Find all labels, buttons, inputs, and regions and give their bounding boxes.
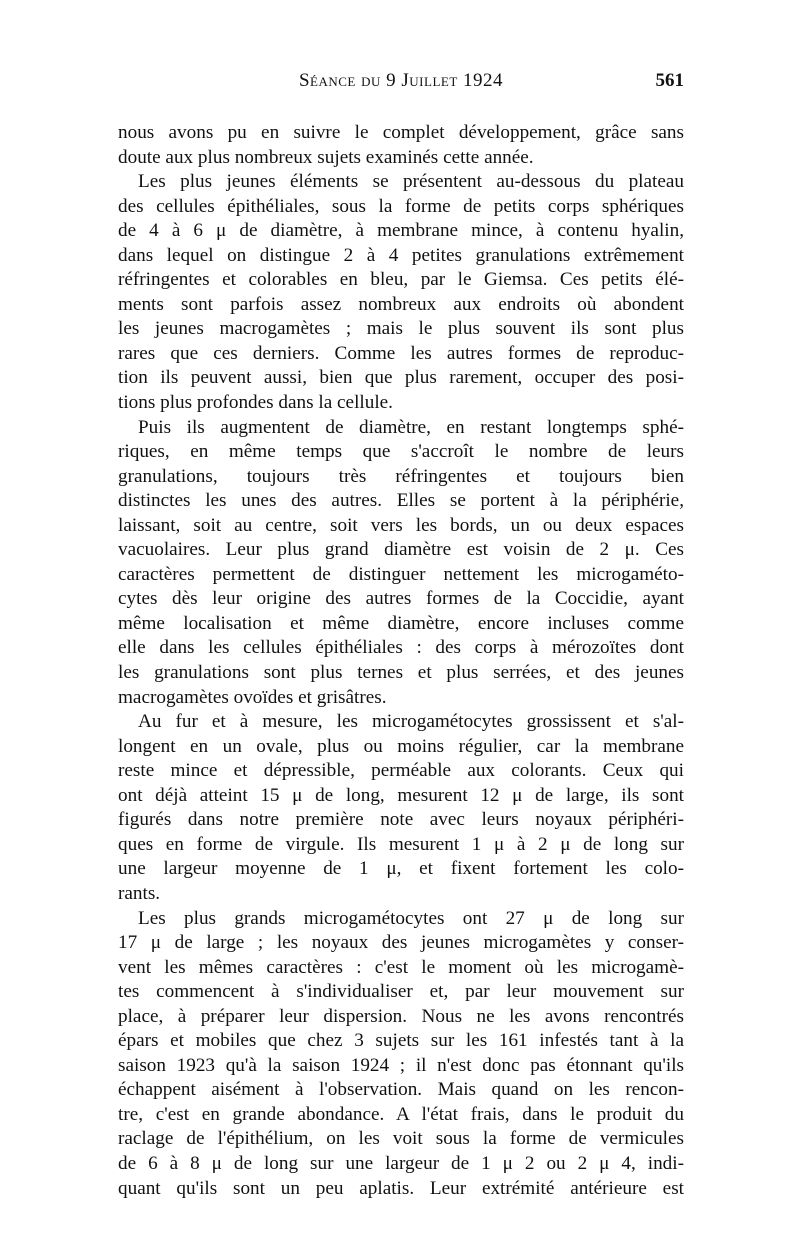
text-line: vent les mêmes caractères : c'est le moment où les microgamè- [118,956,684,978]
text-line: laissant, soit au centre, soit vers les bords, un ou deux espaces [118,514,684,536]
text-line: dans lequel on distingue 2 à 4 petites granulations extrêmement [118,244,684,266]
text-line: Les plus jeunes éléments se présentent au-dessous du plateau [138,171,684,193]
page-number: 561 [655,70,684,91]
text-line: longent en un ovale, plus ou moins régulier, car la membrane [118,735,684,757]
text-line: ments sont parfois assez nombreux aux endroits où abondent [118,293,684,315]
text-line: place, à préparer leur dispersion. Nous ne les avons rencontrés [118,1005,684,1027]
text-line: quant qu'ils sont un peu aplatis. Leur extrémité antérieure est [118,1177,684,1199]
text-line: doute aux plus nombreux sujets examinés cette année. [118,146,534,168]
body-text [118,121,684,1201]
text-line: tion ils peuvent aussi, bien que plus rarement, occuper des posi- [118,367,684,389]
text-line: une largeur moyenne de 1 μ, et fixent fortement les colo- [118,858,684,880]
text-line: Puis ils augmentent de diamètre, en restant longtemps sphé- [138,416,684,438]
text-line: tes commencent à s'individualiser et, par leur mouvement sur [118,981,684,1003]
text-line: distinctes les unes des autres. Elles se portent à la périphérie, [118,490,684,512]
text-line: raclage de l'épithélium, on les voit sous la forme de vermicules [118,1128,684,1150]
text-line: granulations, toujours très réfringentes et toujours bien [118,465,684,487]
text-line: cytes dès leur origine des autres formes de la Coccidie, ayant [118,588,684,610]
text-line: riques, en même temps que s'accroît le nombre de leurs [118,441,684,463]
text-line: de 6 à 8 μ de long sur une largeur de 1 μ 2 ou 2 μ 4, indi- [118,1152,684,1174]
text-line: ques en forme de virgule. Ils mesurent 1 μ à 2 μ de long sur [118,833,684,855]
running-title: Séance du 9 Juillet 1924 [298,70,504,91]
text-line: nous avons pu en suivre le complet développement, grâce sans [118,122,684,143]
text-line: les granulations sont plus ternes et plus serrées, et des jeunes [118,662,684,684]
text-line: tions plus profondes dans la cellule. [118,392,393,414]
text-line: rants. [118,882,161,904]
text-line: épars et mobiles que chez 3 sujets sur les 161 infestés tant à la [118,1030,684,1052]
text-line: de 4 à 6 μ de diamètre, à membrane mince, à contenu hyalin, [118,220,684,242]
text-line: même localisation et même diamètre, encore incluses comme [118,612,684,634]
text-line: saison 1923 qu'à la saison 1924 ; il n'est donc pas étonnant qu'ils [118,1054,684,1076]
text-line: réfringentes et colorables en bleu, par le Giemsa. Ces petits élé- [118,269,684,291]
text-line: 17 μ de large ; les noyaux des jeunes microgamètes y conser- [118,932,684,954]
text-line: elle dans les cellules épithéliales : des corps à mérozoïtes dont [118,637,684,659]
text-line: ont déjà atteint 15 μ de long, mesurent 12 μ de large, ils sont [118,784,684,806]
text-line: tre, c'est en grande abondance. A l'état frais, dans le produit du [118,1103,684,1125]
text-line: vacuolaires. Leur plus grand diamètre est voisin de 2 μ. Ces [118,539,684,561]
text-line: rares que ces derniers. Comme les autres formes de reproduc- [118,342,684,364]
text-line: échappent aisément à l'observation. Mais quand on les rencon- [118,1079,684,1101]
text-line: figurés dans notre première note avec leurs noyaux périphéri- [118,809,684,831]
text-line: Au fur et à mesure, les microgamétocytes grossissent et s'al- [138,711,684,733]
text-line: caractères permettent de distinguer nettement les microgaméto- [118,563,684,585]
text-line: des cellules épithéliales, sous la forme de petits corps sphériques [118,195,684,217]
page-header [118,70,684,104]
text-line: reste mince et dépressible, perméable aux colorants. Ceux qui [118,760,684,782]
text-line: Les plus grands microgamétocytes ont 27 μ de long sur [138,907,684,929]
text-line: les jeunes macrogamètes ; mais le plus souvent ils sont plus [118,318,684,340]
text-line: macrogamètes ovoïdes et grisâtres. [118,686,387,708]
